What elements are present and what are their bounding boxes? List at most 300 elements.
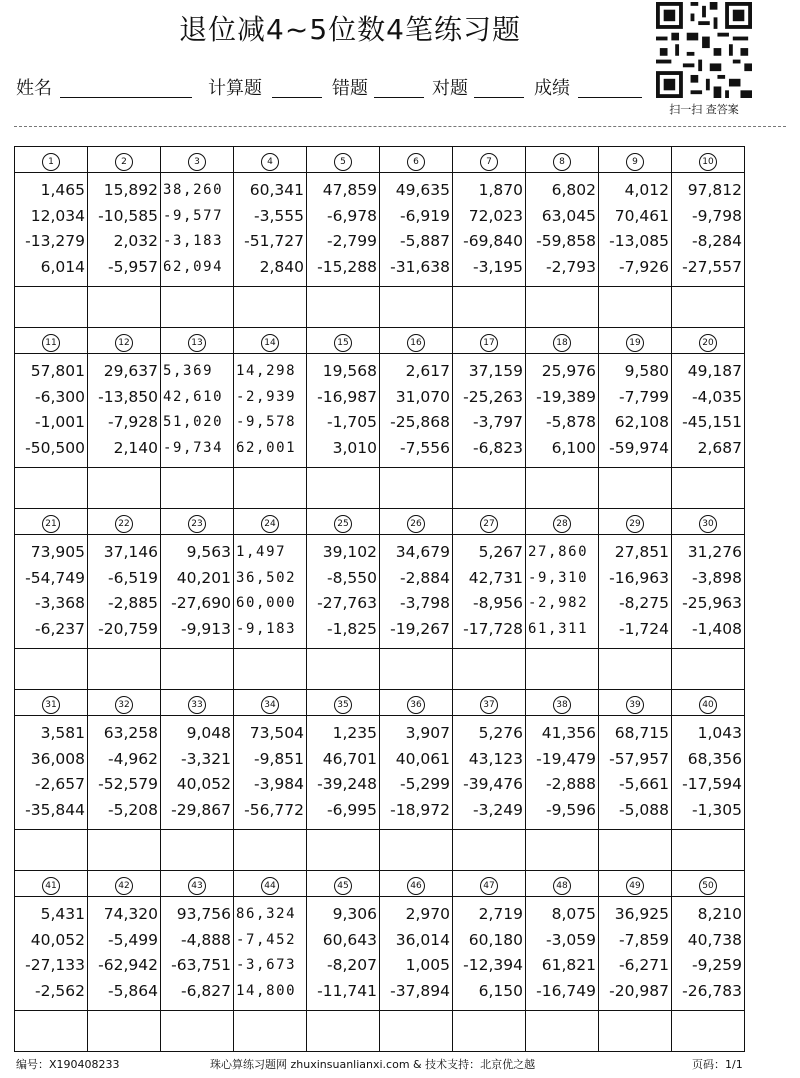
answer-cell[interactable] xyxy=(234,649,307,690)
problem-number-cell xyxy=(15,690,88,716)
addend-line: -19,267 xyxy=(390,619,450,638)
problem-cell xyxy=(672,897,745,1011)
addend-line: 27,851 xyxy=(614,543,669,561)
problem-cell xyxy=(599,897,672,1011)
problem-number-cell xyxy=(526,147,599,173)
addend-line: -25,263 xyxy=(463,387,523,406)
name-label: 姓名 xyxy=(16,78,52,99)
problem-number-cell xyxy=(380,871,453,897)
problem-number-cell xyxy=(234,509,307,535)
problem-cell xyxy=(526,535,599,649)
addend-line: 2,840 xyxy=(259,257,304,276)
wrong-count-field[interactable] xyxy=(374,97,424,98)
addend-line: 51,020 xyxy=(163,414,224,430)
problem-number-cell xyxy=(307,509,380,535)
addend-line: -8,207 xyxy=(327,956,377,974)
addend-line: -3,059 xyxy=(546,930,596,949)
problem-number-cell xyxy=(307,871,380,897)
addend-line: -19,389 xyxy=(536,387,596,406)
answer-cell[interactable] xyxy=(88,468,161,509)
addend-line: -9,913 xyxy=(181,619,231,638)
problem-cell xyxy=(453,173,526,287)
answer-cell[interactable] xyxy=(234,830,307,871)
addend-line: -16,749 xyxy=(536,981,596,1000)
problem-cell xyxy=(672,354,745,468)
problem-number-cell xyxy=(599,690,672,716)
problem-number-cell xyxy=(380,690,453,716)
answer-cell[interactable] xyxy=(672,287,745,328)
problem-number-badge: 1 xyxy=(42,153,60,171)
addend-line: -3,555 xyxy=(254,206,304,225)
addend-line: -2,562 xyxy=(35,981,85,1000)
problem-cell xyxy=(599,173,672,287)
addend-line: -5,088 xyxy=(619,800,669,819)
addend-line: -8,275 xyxy=(619,594,669,612)
addend-line: -45,151 xyxy=(682,413,742,431)
addend-line: 40,052 xyxy=(30,930,85,949)
problem-number-cell xyxy=(15,147,88,173)
problem-cell xyxy=(15,716,88,830)
answer-cell[interactable] xyxy=(599,649,672,690)
problem-sheet xyxy=(14,146,745,1052)
addend-line: 19,568 xyxy=(322,362,377,380)
addend-line: -27,133 xyxy=(25,956,85,974)
answer-cell[interactable] xyxy=(453,287,526,328)
problem-number-cell xyxy=(234,328,307,354)
problem-number-cell xyxy=(88,509,161,535)
addend-line: -3,321 xyxy=(181,749,231,768)
addend-line: -3,673 xyxy=(236,957,297,973)
addend-line: -2,982 xyxy=(528,595,589,611)
problem-number-badge: 37 xyxy=(480,696,498,714)
answer-cell[interactable] xyxy=(88,287,161,328)
problem-cell xyxy=(672,173,745,287)
problem-number-badge: 32 xyxy=(115,696,133,714)
qr-code-icon[interactable] xyxy=(656,2,752,98)
answer-cell[interactable] xyxy=(453,830,526,871)
problem-number-badge: 30 xyxy=(699,515,717,533)
problem-grid xyxy=(14,146,745,1052)
problem-cell xyxy=(307,897,380,1011)
problem-cell xyxy=(88,173,161,287)
problem-cell xyxy=(234,535,307,649)
answer-cell[interactable] xyxy=(15,649,88,690)
addend-line: 9,048 xyxy=(186,724,231,742)
answer-cell[interactable] xyxy=(161,830,234,871)
addend-line: 5,431 xyxy=(40,905,85,923)
addend-line: -17,594 xyxy=(682,775,742,793)
addend-line: 39,102 xyxy=(322,543,377,561)
problem-number-cell xyxy=(307,328,380,354)
addend-line: 70,461 xyxy=(614,206,669,225)
addend-line: 3,907 xyxy=(405,724,450,742)
problem-number-badge: 33 xyxy=(188,696,206,714)
problem-cell xyxy=(15,535,88,649)
score-field[interactable] xyxy=(578,97,642,98)
addend-line: -6,300 xyxy=(35,387,85,406)
answer-cell[interactable] xyxy=(453,1011,526,1052)
problem-number-badge: 42 xyxy=(115,877,133,895)
answer-cell[interactable] xyxy=(88,649,161,690)
answer-cell[interactable] xyxy=(672,830,745,871)
answer-cell[interactable] xyxy=(380,287,453,328)
addend-line: -27,557 xyxy=(682,257,742,276)
problem-cell xyxy=(672,716,745,830)
problem-cell xyxy=(526,897,599,1011)
answer-cell[interactable] xyxy=(526,830,599,871)
problem-number-badge: 8 xyxy=(553,153,571,171)
addend-line: 9,563 xyxy=(186,543,231,561)
addend-line: 36,014 xyxy=(395,930,450,949)
problem-number-cell xyxy=(526,328,599,354)
problem-number-cell xyxy=(526,871,599,897)
problem-number-badge: 50 xyxy=(699,877,717,895)
problem-number-cell xyxy=(88,147,161,173)
addend-line: -18,972 xyxy=(390,800,450,819)
addend-line: 74,320 xyxy=(103,905,158,923)
addend-line: 40,738 xyxy=(687,930,742,949)
problem-number-badge: 45 xyxy=(334,877,352,895)
answer-cell[interactable] xyxy=(234,468,307,509)
problem-number-badge: 48 xyxy=(553,877,571,895)
answer-cell[interactable] xyxy=(234,287,307,328)
problem-cell xyxy=(88,535,161,649)
answer-cell[interactable] xyxy=(15,468,88,509)
addend-line: 61,821 xyxy=(541,956,596,974)
addend-line: -5,208 xyxy=(108,800,158,819)
problem-number-badge: 18 xyxy=(553,334,571,352)
problem-number-badge: 43 xyxy=(188,877,206,895)
addend-line: 5,276 xyxy=(478,724,523,742)
problem-number-cell xyxy=(380,328,453,354)
addend-line: 4,012 xyxy=(624,181,669,199)
answer-cell[interactable] xyxy=(672,649,745,690)
addend-line: -62,942 xyxy=(98,956,158,974)
answer-cell[interactable] xyxy=(380,1011,453,1052)
addend-line: -5,887 xyxy=(400,232,450,250)
answer-cell[interactable] xyxy=(161,468,234,509)
problem-cell xyxy=(453,716,526,830)
addend-line: -3,183 xyxy=(163,233,224,249)
addend-line: -1,825 xyxy=(327,619,377,638)
answer-cell[interactable] xyxy=(234,1011,307,1052)
addend-line: -25,868 xyxy=(390,413,450,431)
problem-number-badge: 47 xyxy=(480,877,498,895)
answer-cell[interactable] xyxy=(526,287,599,328)
answer-cell[interactable] xyxy=(307,1011,380,1052)
problem-number-badge: 39 xyxy=(626,696,644,714)
addend-line: 6,100 xyxy=(551,438,596,457)
addend-line: -1,408 xyxy=(692,619,742,638)
problem-number-badge: 44 xyxy=(261,877,279,895)
problem-cell xyxy=(88,354,161,468)
addend-line: 1,870 xyxy=(478,181,523,199)
addend-line: -3,798 xyxy=(400,594,450,612)
answer-cell[interactable] xyxy=(672,1011,745,1052)
problem-number-cell xyxy=(526,509,599,535)
addend-line: -35,844 xyxy=(25,800,85,819)
addend-line: 3,010 xyxy=(332,438,377,457)
addend-line: 6,014 xyxy=(40,257,85,276)
answer-cell[interactable] xyxy=(599,287,672,328)
problem-cell xyxy=(15,354,88,468)
problem-cell xyxy=(161,716,234,830)
problem-number-badge: 7 xyxy=(480,153,498,171)
addend-line: -1,705 xyxy=(327,413,377,431)
addend-line: -9,596 xyxy=(546,800,596,819)
problem-number-badge: 28 xyxy=(553,515,571,533)
addend-line: -9,798 xyxy=(692,206,742,225)
problem-cell xyxy=(526,354,599,468)
addend-line: -6,823 xyxy=(473,438,523,457)
problem-number-badge: 40 xyxy=(699,696,717,714)
answer-cell[interactable] xyxy=(380,649,453,690)
addend-line: -8,550 xyxy=(327,568,377,587)
problem-number-badge: 23 xyxy=(188,515,206,533)
addend-line: -31,638 xyxy=(390,257,450,276)
answer-cell[interactable] xyxy=(15,1011,88,1052)
answer-cell[interactable] xyxy=(380,830,453,871)
answer-cell[interactable] xyxy=(599,830,672,871)
addend-line: -50,500 xyxy=(25,438,85,457)
addend-line: 73,504 xyxy=(249,724,304,742)
problem-number-cell xyxy=(161,147,234,173)
addend-line: -63,751 xyxy=(171,956,231,974)
addend-line: 34,679 xyxy=(395,543,450,561)
problem-number-badge: 9 xyxy=(626,153,644,171)
problem-number-cell xyxy=(526,690,599,716)
answer-cell[interactable] xyxy=(672,468,745,509)
answer-cell[interactable] xyxy=(599,1011,672,1052)
addend-line: 8,075 xyxy=(551,905,596,923)
addend-line: 2,032 xyxy=(113,232,158,250)
problem-number-badge: 10 xyxy=(699,153,717,171)
answer-cell[interactable] xyxy=(307,287,380,328)
addend-line: 60,643 xyxy=(322,930,377,949)
addend-line: -3,984 xyxy=(254,775,304,793)
problem-number-badge: 19 xyxy=(626,334,644,352)
addend-line: 41,356 xyxy=(541,724,596,742)
addend-line: -6,919 xyxy=(400,206,450,225)
answer-cell[interactable] xyxy=(453,649,526,690)
addend-line: 5,369 xyxy=(163,363,214,379)
addend-line: -11,741 xyxy=(317,981,377,1000)
addend-line: -9,851 xyxy=(254,749,304,768)
answer-cell[interactable] xyxy=(15,830,88,871)
addend-line: -56,772 xyxy=(244,800,304,819)
addend-line: 62,001 xyxy=(236,439,297,456)
addend-line: -9,577 xyxy=(163,207,224,224)
addend-line: 27,860 xyxy=(528,544,589,560)
problem-cell xyxy=(380,354,453,468)
problem-number-cell xyxy=(88,328,161,354)
addend-line: -7,859 xyxy=(619,930,669,949)
problem-number-cell xyxy=(15,509,88,535)
problem-number-cell xyxy=(88,690,161,716)
addend-line: -8,284 xyxy=(692,232,742,250)
problem-cell xyxy=(526,173,599,287)
problem-number-badge: 38 xyxy=(553,696,571,714)
addend-line: 68,356 xyxy=(687,749,742,768)
problem-cell xyxy=(307,535,380,649)
addend-line: 60,000 xyxy=(236,595,297,611)
addend-line: 2,687 xyxy=(697,438,742,457)
addend-line: 36,925 xyxy=(614,905,669,923)
problem-cell xyxy=(234,354,307,468)
problem-number-cell xyxy=(453,147,526,173)
answer-cell[interactable] xyxy=(161,649,234,690)
addend-line: 38,260 xyxy=(163,182,224,198)
addend-line: 2,617 xyxy=(405,362,450,380)
addend-line: 42,731 xyxy=(468,568,523,587)
addend-line: -15,288 xyxy=(317,257,377,276)
addend-line: 37,159 xyxy=(468,362,523,380)
addend-line: -52,579 xyxy=(98,775,158,793)
addend-line: 1,043 xyxy=(697,724,742,742)
addend-line: 37,146 xyxy=(103,543,158,561)
problem-cell xyxy=(15,173,88,287)
addend-line: -51,727 xyxy=(244,232,304,250)
addend-line: 25,976 xyxy=(541,362,596,380)
name-field[interactable] xyxy=(60,97,192,98)
answer-cell[interactable] xyxy=(307,468,380,509)
addend-line: 3,581 xyxy=(40,724,85,742)
addend-line: -6,237 xyxy=(35,619,85,638)
addend-line: 49,635 xyxy=(395,181,450,199)
addend-line: -16,963 xyxy=(609,568,669,587)
problem-number-cell xyxy=(307,690,380,716)
addend-line: -9,259 xyxy=(692,956,742,974)
addend-line: 9,580 xyxy=(624,362,669,380)
problem-number-cell xyxy=(15,871,88,897)
problem-cell xyxy=(307,716,380,830)
addend-line: 14,298 xyxy=(236,363,297,379)
problem-cell xyxy=(453,897,526,1011)
addend-line: -29,867 xyxy=(171,800,231,819)
addend-line: 43,123 xyxy=(468,749,523,768)
addend-line: 68,715 xyxy=(614,724,669,742)
problem-number-cell xyxy=(599,147,672,173)
problem-cell xyxy=(380,716,453,830)
qr-caption: 扫一扫 查答案 xyxy=(669,103,739,116)
addend-line: 93,756 xyxy=(176,905,231,923)
addend-line: -57,957 xyxy=(609,749,669,768)
answer-cell[interactable] xyxy=(599,468,672,509)
answer-cell[interactable] xyxy=(453,468,526,509)
addend-line: -39,248 xyxy=(317,775,377,793)
problem-number-badge: 29 xyxy=(626,515,644,533)
addend-line: -5,864 xyxy=(108,981,158,1000)
problem-number-cell xyxy=(380,509,453,535)
problem-cell xyxy=(599,535,672,649)
problem-number-cell xyxy=(161,871,234,897)
answer-cell[interactable] xyxy=(161,1011,234,1052)
problem-cell xyxy=(453,535,526,649)
addend-line: -7,799 xyxy=(619,387,669,406)
problem-number-badge: 16 xyxy=(407,334,425,352)
addend-line: -7,928 xyxy=(108,413,158,431)
addend-line: 47,859 xyxy=(322,181,377,199)
addend-line: -13,279 xyxy=(25,232,85,250)
problem-cell xyxy=(307,354,380,468)
addend-line: 31,276 xyxy=(687,543,742,561)
answer-cell[interactable] xyxy=(307,649,380,690)
addend-line: 86,324 xyxy=(236,906,297,922)
addend-line: -5,878 xyxy=(546,413,596,431)
problem-number-cell xyxy=(307,147,380,173)
problem-number-badge: 2 xyxy=(115,153,133,171)
problem-cell xyxy=(380,897,453,1011)
addend-line: 61,311 xyxy=(528,620,589,637)
problem-cell xyxy=(88,716,161,830)
problem-cell xyxy=(234,897,307,1011)
addend-line: -2,799 xyxy=(327,232,377,250)
answer-cell[interactable] xyxy=(526,468,599,509)
addend-line: 14,800 xyxy=(236,982,297,999)
problem-number-cell xyxy=(599,328,672,354)
problem-number-cell xyxy=(234,871,307,897)
problem-cell xyxy=(526,716,599,830)
answer-cell[interactable] xyxy=(307,830,380,871)
right-count-field[interactable] xyxy=(474,97,524,98)
answer-cell[interactable] xyxy=(88,1011,161,1052)
addend-line: 6,802 xyxy=(551,181,596,199)
addend-line: -2,888 xyxy=(546,775,596,793)
footer-site: 珠心算练习题网 zhuxinsuanlianxi.com & 技术支持：北京优之越 xyxy=(210,1058,536,1071)
answer-cell[interactable] xyxy=(380,468,453,509)
addend-line: 29,637 xyxy=(103,362,158,380)
addend-line: 1,465 xyxy=(40,181,85,199)
addend-line: -6,827 xyxy=(181,981,231,1000)
problem-number-badge: 27 xyxy=(480,515,498,533)
wrong-count-label: 错题 xyxy=(332,78,368,99)
answer-cell[interactable] xyxy=(161,287,234,328)
addend-line: -54,749 xyxy=(25,568,85,587)
addend-line: -20,759 xyxy=(98,619,158,638)
calc-count-field[interactable] xyxy=(272,97,322,98)
answer-cell[interactable] xyxy=(526,649,599,690)
problem-number-cell xyxy=(15,328,88,354)
addend-line: 2,719 xyxy=(478,905,523,923)
addend-line: 40,052 xyxy=(176,775,231,793)
addend-line: -17,728 xyxy=(463,619,523,638)
problem-number-cell xyxy=(599,871,672,897)
addend-line: -7,556 xyxy=(400,438,450,457)
addend-line: 63,045 xyxy=(541,206,596,225)
problem-cell xyxy=(161,535,234,649)
addend-line: 60,180 xyxy=(468,930,523,949)
calc-count-label: 计算题 xyxy=(208,78,262,99)
cut-line-divider xyxy=(14,126,786,127)
answer-cell[interactable] xyxy=(526,1011,599,1052)
addend-line: -9,183 xyxy=(236,620,297,637)
problem-cell xyxy=(234,716,307,830)
addend-line: 1,005 xyxy=(405,956,450,974)
addend-line: 42,610 xyxy=(163,388,224,405)
addend-line: -1,724 xyxy=(619,619,669,638)
footer-code: 编号：X190408233 xyxy=(16,1058,120,1071)
problem-number-badge: 3 xyxy=(188,153,206,171)
answer-cell[interactable] xyxy=(15,287,88,328)
problem-number-cell xyxy=(672,509,745,535)
addend-line: 8,210 xyxy=(697,905,742,923)
addend-line: 12,034 xyxy=(30,206,85,225)
problem-number-cell xyxy=(380,147,453,173)
addend-line: 49,187 xyxy=(687,362,742,380)
answer-cell[interactable] xyxy=(88,830,161,871)
problem-number-badge: 5 xyxy=(334,153,352,171)
addend-line: 63,258 xyxy=(103,724,158,742)
